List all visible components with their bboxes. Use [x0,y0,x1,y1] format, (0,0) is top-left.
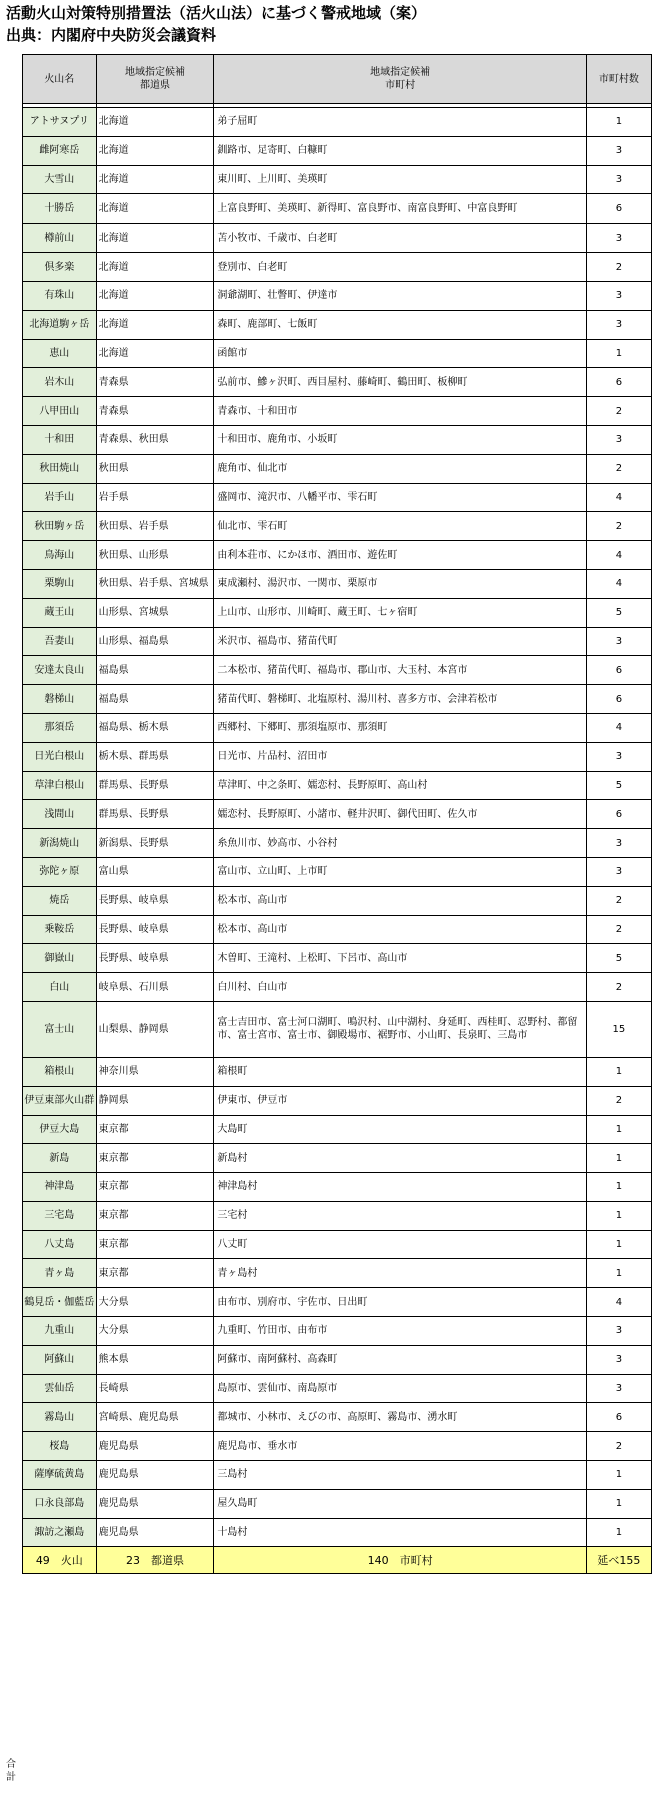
municipalities-cell: 三宅村 [214,1201,586,1230]
municipality-count-cell: 1 [586,339,651,368]
volcano-name-cell: 雌阿寒岳 [23,136,97,165]
municipality-count-cell: 2 [586,915,651,944]
table-row [23,136,652,165]
municipalities-cell: 米沢市、福島市、猪苗代町 [214,627,586,656]
municipality-count-cell: 5 [586,771,651,800]
municipality-count-cell: 3 [586,310,651,339]
municipalities-cell: 東成瀬村、湯沢市、一関市、栗原市 [214,569,586,598]
volcano-name-cell: 富士山 [23,1001,97,1057]
volcano-name-cell: 阿蘇山 [23,1345,97,1374]
total-side-label-2: 計 [6,1772,16,1783]
table-row [23,1001,652,1057]
total-municipality-count: 140 市町村 [214,1547,586,1574]
prefecture-cell: 長野県、岐阜県 [96,944,214,973]
header-prefecture-line1: 地域指定候補 [125,67,186,78]
prefecture-cell: 長崎県 [96,1374,214,1403]
municipalities-cell: 青森市、十和田市 [214,397,586,426]
municipalities-cell: 白川村、白山市 [214,973,586,1002]
header-municipalities-line2: 市町村 [385,80,416,91]
municipalities-cell: 苫小牧市、千歳市、白老町 [214,224,586,253]
table-row [23,569,652,598]
table-row [23,1374,652,1403]
table-row [23,1461,652,1490]
municipality-count-cell: 2 [586,973,651,1002]
municipalities-cell: 都城市、小林市、えびの市、高原町、霧島市、湧水町 [214,1403,586,1432]
prefecture-cell: 神奈川県 [96,1057,214,1086]
municipalities-cell: 屋久島町 [214,1489,586,1518]
municipality-count-cell: 4 [586,713,651,742]
municipality-count-cell: 2 [586,886,651,915]
prefecture-cell: 青森県、秋田県 [96,425,214,454]
volcano-name-cell: 八丈島 [23,1230,97,1259]
table-row [23,800,652,829]
table-row [23,829,652,858]
table-row [23,253,652,282]
volcano-name-cell: 焼岳 [23,886,97,915]
volcano-name-cell: 栗駒山 [23,569,97,598]
municipalities-cell: 箱根町 [214,1057,586,1086]
municipalities-cell: 富山市、立山町、上市町 [214,857,586,886]
table-row [23,598,652,627]
municipality-count-cell: 3 [586,1374,651,1403]
volcano-name-cell: 箱根山 [23,1057,97,1086]
header-volcano-name: 火山名 [23,55,97,104]
total-cumulative-count: 延べ155 [586,1547,651,1574]
header-prefecture [96,55,214,104]
table-row [23,165,652,194]
municipality-count-cell: 1 [586,1489,651,1518]
municipality-count-cell: 3 [586,627,651,656]
municipalities-cell: 九重町、竹田市、由布市 [214,1317,586,1346]
table-row [23,713,652,742]
municipality-count-cell: 6 [586,800,651,829]
municipalities-cell: 登別市、白老町 [214,253,586,282]
source-note: 出典：内閣府中央防災会議資料 [6,26,217,44]
municipality-count-cell: 3 [586,829,651,858]
volcano-name-cell: 那須岳 [23,713,97,742]
municipalities-cell: 上富良野町、美瑛町、新得町、富良野市、南富良野町、中富良野町 [214,194,586,224]
table-row [23,1173,652,1202]
table-row [23,194,652,224]
prefecture-cell: 福島県 [96,685,214,714]
table-row [23,771,652,800]
municipality-count-cell: 1 [586,1201,651,1230]
prefecture-cell: 東京都 [96,1230,214,1259]
volcano-name-cell: 北海道駒ヶ岳 [23,310,97,339]
prefecture-cell: 東京都 [96,1259,214,1288]
volcano-name-cell: 鳥海山 [23,541,97,570]
municipality-count-cell: 2 [586,253,651,282]
prefecture-cell: 鹿児島県 [96,1461,214,1490]
municipalities-cell: 嬬恋村、長野原町、小諸市、軽井沢町、御代田町、佐久市 [214,800,586,829]
municipalities-cell: 森町、鹿部町、七飯町 [214,310,586,339]
volcano-name-cell: 伊豆東部火山群 [23,1086,97,1115]
header-municipalities-line1: 地域指定候補 [370,67,431,78]
table-row [23,310,652,339]
prefecture-cell: 群馬県、長野県 [96,800,214,829]
prefecture-cell: 北海道 [96,281,214,310]
municipality-count-cell: 6 [586,685,651,714]
table-row [23,483,652,512]
prefecture-cell: 福島県 [96,656,214,685]
volcano-name-cell: 薩摩硫黄島 [23,1461,97,1490]
table-row [23,685,652,714]
table-row [23,1288,652,1317]
municipalities-cell: 松本市、高山市 [214,886,586,915]
prefecture-cell: 青森県 [96,397,214,426]
municipalities-cell: 松本市、高山市 [214,915,586,944]
prefecture-cell: 山梨県、静岡県 [96,1001,214,1057]
prefecture-cell: 岐阜県、石川県 [96,973,214,1002]
table-row [23,368,652,397]
table-row [23,224,652,253]
table-row [23,1518,652,1547]
municipalities-cell: 由布市、別府市、宇佐市、日出町 [214,1288,586,1317]
prefecture-cell: 岩手県 [96,483,214,512]
table-row [23,512,652,541]
volcano-name-cell: 口永良部島 [23,1489,97,1518]
table-row [23,1086,652,1115]
municipalities-cell: 猪苗代町、磐梯町、北塩原村、湯川村、喜多方市、会津若松市 [214,685,586,714]
prefecture-cell: 群馬県、長野県 [96,771,214,800]
volcano-name-cell: 霧島山 [23,1403,97,1432]
municipalities-cell: 富士吉田市、富士河口湖町、鳴沢村、山中湖村、身延町、西桂町、忍野村、都留市、富士宮市、富士市、御殿場市、裾野市、小山町、長泉町、三島市 [214,1001,586,1057]
municipalities-cell: 仙北市、雫石町 [214,512,586,541]
municipality-count-cell: 5 [586,944,651,973]
page-title: 活動火山対策特別措置法（活火山法）に基づく警戒地域（案） [6,4,427,22]
table-row [23,915,652,944]
municipalities-cell: 弘前市、鰺ヶ沢町、西目屋村、藤崎町、鶴田町、板柳町 [214,368,586,397]
prefecture-cell: 東京都 [96,1144,214,1173]
table-row [23,397,652,426]
prefecture-cell: 鹿児島県 [96,1489,214,1518]
municipalities-cell: 弟子屈町 [214,108,586,137]
municipalities-cell: 由利本荘市、にかほ市、酒田市、遊佐町 [214,541,586,570]
volcano-warning-area-table [22,54,652,1574]
municipality-count-cell: 3 [586,136,651,165]
header-municipalities [214,55,586,104]
municipalities-cell: 十和田市、鹿角市、小坂町 [214,425,586,454]
municipalities-cell: 日光市、片品村、沼田市 [214,742,586,771]
table-row [23,425,652,454]
volcano-name-cell: 鶴見岳・伽藍岳 [23,1288,97,1317]
volcano-name-cell: 安達太良山 [23,656,97,685]
volcano-name-cell: 日光白根山 [23,742,97,771]
municipalities-cell: 糸魚川市、妙高市、小谷村 [214,829,586,858]
municipality-count-cell: 2 [586,512,651,541]
municipality-count-cell: 1 [586,1230,651,1259]
municipality-count-cell: 5 [586,598,651,627]
volcano-name-cell: 秋田焼山 [23,454,97,483]
volcano-name-cell: 恵山 [23,339,97,368]
table-header-row [23,55,652,104]
volcano-name-cell: 岩手山 [23,483,97,512]
prefecture-cell: 鹿児島県 [96,1518,214,1547]
municipalities-cell: 西郷村、下郷町、那須塩原市、那須町 [214,713,586,742]
prefecture-cell: 長野県、岐阜県 [96,886,214,915]
municipalities-cell: 伊東市、伊豆市 [214,1086,586,1115]
municipality-count-cell: 2 [586,1432,651,1461]
municipality-count-cell: 3 [586,165,651,194]
municipality-count-cell: 1 [586,108,651,137]
volcano-name-cell: 白山 [23,973,97,1002]
volcano-name-cell: 桜島 [23,1432,97,1461]
municipality-count-cell: 3 [586,742,651,771]
prefecture-cell: 山形県、福島県 [96,627,214,656]
volcano-name-cell: 乗鞍岳 [23,915,97,944]
table-row [23,1489,652,1518]
prefecture-cell: 秋田県 [96,454,214,483]
table-row [23,108,652,137]
table-row [23,1201,652,1230]
table-row [23,281,652,310]
prefecture-cell: 宮崎県、鹿児島県 [96,1403,214,1432]
municipalities-cell: 神津島村 [214,1173,586,1202]
table-row [23,1115,652,1144]
volcano-name-cell: 樽前山 [23,224,97,253]
total-row [23,1547,652,1574]
municipalities-cell: 三島村 [214,1461,586,1490]
volcano-name-cell: 雲仙岳 [23,1374,97,1403]
volcano-name-cell: 倶多楽 [23,253,97,282]
municipality-count-cell: 3 [586,1345,651,1374]
total-side-label-1: 合 [6,1759,16,1770]
municipality-count-cell: 1 [586,1461,651,1490]
table-row [23,742,652,771]
volcano-name-cell: 吾妻山 [23,627,97,656]
prefecture-cell: 秋田県、山形県 [96,541,214,570]
municipality-count-cell: 6 [586,368,651,397]
municipality-count-cell: 3 [586,1317,651,1346]
municipality-count-cell: 4 [586,483,651,512]
municipality-count-cell: 6 [586,656,651,685]
prefecture-cell: 福島県、栃木県 [96,713,214,742]
prefecture-cell: 秋田県、岩手県 [96,512,214,541]
volcano-name-cell: 青ヶ島 [23,1259,97,1288]
municipalities-cell: 釧路市、足寄町、白糠町 [214,136,586,165]
table-row [23,454,652,483]
municipalities-cell: 盛岡市、滝沢市、八幡平市、雫石町 [214,483,586,512]
municipalities-cell: 十島村 [214,1518,586,1547]
municipality-count-cell: 4 [586,569,651,598]
municipality-count-cell: 3 [586,281,651,310]
volcano-name-cell: 諏訪之瀬島 [23,1518,97,1547]
municipality-count-cell: 1 [586,1173,651,1202]
prefecture-cell: 東京都 [96,1201,214,1230]
municipalities-cell: 鹿児島市、垂水市 [214,1432,586,1461]
prefecture-cell: 栃木県、群馬県 [96,742,214,771]
prefecture-cell: 北海道 [96,108,214,137]
table-row [23,1432,652,1461]
volcano-name-cell: 十和田 [23,425,97,454]
municipalities-cell: 新島村 [214,1144,586,1173]
volcano-name-cell: 秋田駒ヶ岳 [23,512,97,541]
table-row [23,541,652,570]
total-prefecture-count: 23 都道県 [96,1547,214,1574]
table-row [23,973,652,1002]
prefecture-cell: 東京都 [96,1173,214,1202]
prefecture-cell: 新潟県、長野県 [96,829,214,858]
table-row [23,1144,652,1173]
municipalities-cell: 八丈町 [214,1230,586,1259]
prefecture-cell: 富山県 [96,857,214,886]
municipalities-cell: 洞爺湖町、壮瞥町、伊達市 [214,281,586,310]
volcano-name-cell: 十勝岳 [23,194,97,224]
prefecture-cell: 東京都 [96,1115,214,1144]
volcano-name-cell: 新潟焼山 [23,829,97,858]
municipality-count-cell: 1 [586,1115,651,1144]
municipalities-cell: 青ヶ島村 [214,1259,586,1288]
prefecture-cell: 北海道 [96,253,214,282]
volcano-name-cell: 草津白根山 [23,771,97,800]
prefecture-cell: 秋田県、岩手県、宮城県 [96,569,214,598]
volcano-name-cell: 伊豆大島 [23,1115,97,1144]
municipality-count-cell: 1 [586,1259,651,1288]
prefecture-cell: 熊本県 [96,1345,214,1374]
table-body [23,104,652,1574]
table-row [23,944,652,973]
volcano-name-cell: 神津島 [23,1173,97,1202]
volcano-name-cell: 岩木山 [23,368,97,397]
municipality-count-cell: 6 [586,1403,651,1432]
municipalities-cell: 島原市、雲仙市、南島原市 [214,1374,586,1403]
header-municipality-count: 市町村数 [586,55,651,104]
municipality-count-cell: 2 [586,454,651,483]
municipalities-cell: 東川町、上川町、美瑛町 [214,165,586,194]
municipality-count-cell: 1 [586,1518,651,1547]
prefecture-cell: 鹿児島県 [96,1432,214,1461]
prefecture-cell: 北海道 [96,194,214,224]
header-prefecture-line2: 都道県 [140,80,171,91]
volcano-name-cell: 蔵王山 [23,598,97,627]
volcano-name-cell: 有珠山 [23,281,97,310]
prefecture-cell: 北海道 [96,339,214,368]
volcano-name-cell: 御嶽山 [23,944,97,973]
table-row [23,1259,652,1288]
total-side-label [3,1758,19,1784]
prefecture-cell: 北海道 [96,136,214,165]
prefecture-cell: 北海道 [96,310,214,339]
total-volcano-count: 49 火山 [23,1547,97,1574]
municipality-count-cell: 2 [586,397,651,426]
volcano-name-cell: 磐梯山 [23,685,97,714]
volcano-name-cell: 大雪山 [23,165,97,194]
prefecture-cell: 静岡県 [96,1086,214,1115]
volcano-name-cell: 弥陀ヶ原 [23,857,97,886]
municipalities-cell: 木曽町、王滝村、上松町、下呂市、高山市 [214,944,586,973]
municipality-count-cell: 3 [586,224,651,253]
volcano-name-cell: 八甲田山 [23,397,97,426]
prefecture-cell: 長野県、岐阜県 [96,915,214,944]
prefecture-cell: 山形県、宮城県 [96,598,214,627]
prefecture-cell: 青森県 [96,368,214,397]
table-row [23,656,652,685]
table-row [23,1057,652,1086]
municipality-count-cell: 2 [586,1086,651,1115]
volcano-name-cell: 新島 [23,1144,97,1173]
table-row [23,857,652,886]
prefecture-cell: 北海道 [96,224,214,253]
table-row [23,1317,652,1346]
table-row [23,886,652,915]
municipalities-cell: 草津町、中之条町、嬬恋村、長野原町、高山村 [214,771,586,800]
municipality-count-cell: 1 [586,1144,651,1173]
municipalities-cell: 二本松市、猪苗代町、福島市、郡山市、大玉村、本宮市 [214,656,586,685]
volcano-name-cell: アトサヌプリ [23,108,97,137]
table-row [23,1403,652,1432]
prefecture-cell: 北海道 [96,165,214,194]
municipalities-cell: 鹿角市、仙北市 [214,454,586,483]
volcano-name-cell: 三宅島 [23,1201,97,1230]
prefecture-cell: 大分県 [96,1288,214,1317]
municipality-count-cell: 6 [586,194,651,224]
municipalities-cell: 阿蘇市、南阿蘇村、高森町 [214,1345,586,1374]
volcano-name-cell: 浅間山 [23,800,97,829]
table-row [23,1230,652,1259]
municipality-count-cell: 3 [586,857,651,886]
municipalities-cell: 大島町 [214,1115,586,1144]
volcano-name-cell: 九重山 [23,1317,97,1346]
prefecture-cell: 大分県 [96,1317,214,1346]
table-row [23,339,652,368]
table-row [23,627,652,656]
municipality-count-cell: 3 [586,425,651,454]
municipality-count-cell: 1 [586,1057,651,1086]
municipalities-cell: 上山市、山形市、川崎町、蔵王町、七ヶ宿町 [214,598,586,627]
municipalities-cell: 函館市 [214,339,586,368]
table-row [23,1345,652,1374]
municipality-count-cell: 4 [586,1288,651,1317]
municipality-count-cell: 4 [586,541,651,570]
municipality-count-cell: 15 [586,1001,651,1057]
